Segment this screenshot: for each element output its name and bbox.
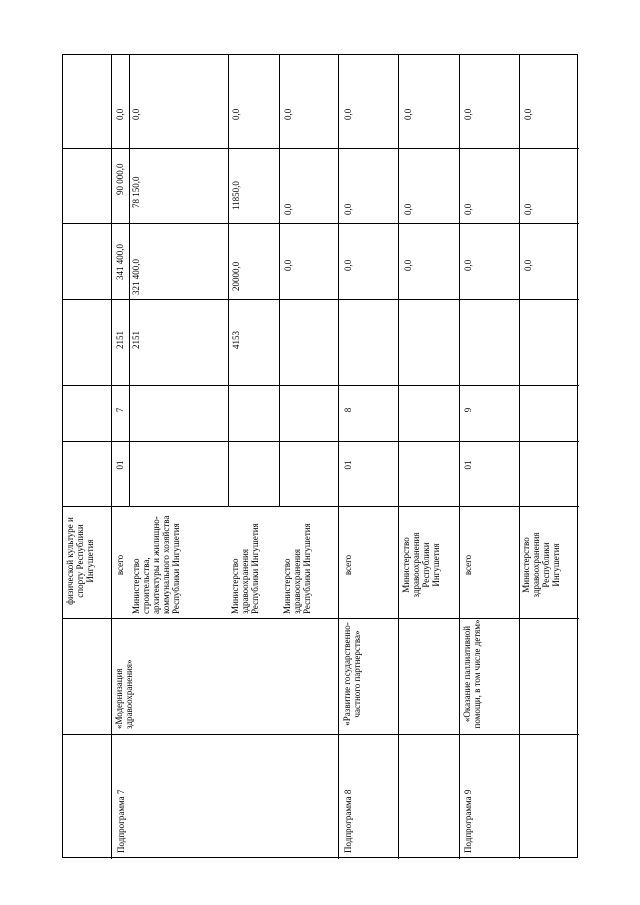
grbs-cell: 01: [343, 460, 353, 470]
grid-line: [129, 55, 130, 506]
value-cell: 0,0: [343, 259, 353, 271]
grid-line: [63, 618, 579, 619]
grbs-cell: 01: [463, 460, 473, 470]
csr-cell: 4153: [231, 331, 241, 349]
value-cell: 0,0: [463, 203, 473, 215]
value-cell: 0,0: [403, 203, 413, 215]
value-cell: 0,0: [523, 108, 533, 120]
value-cell: 0,0: [403, 108, 413, 120]
grid-line: [63, 441, 579, 442]
value-cell: 0,0: [283, 108, 293, 120]
value-cell: 20000,0: [231, 261, 241, 291]
grid-line: [63, 385, 579, 386]
grid-line: [519, 55, 520, 859]
program-label: Подпрограмма 8: [343, 789, 353, 853]
value-cell: 0,0: [403, 259, 413, 271]
value-cell: 0,0: [523, 203, 533, 215]
performer-cell: Министерство строительства, архитектуры и жилищно-коммунального хозяйства Республики Ингушетия: [131, 515, 181, 614]
budget-table: [62, 54, 578, 858]
value-cell: 0,0: [343, 203, 353, 215]
grid-line: [63, 506, 579, 507]
value-cell: 0,0: [115, 108, 125, 120]
program-name: «Модернизация здравоохранения»: [114, 659, 134, 729]
grid-line: [63, 299, 579, 300]
value-cell: 11850,0: [231, 181, 241, 210]
grid-line: [228, 55, 229, 506]
value-cell: 0,0: [463, 259, 473, 271]
performer-cell: физической культуре и спорту Республики Ингушетия: [65, 517, 95, 605]
value-cell: 0,0: [283, 259, 293, 271]
value-cell: 0,0: [231, 108, 241, 120]
rzpr-cell: 7: [115, 407, 125, 413]
grid-line: [459, 55, 460, 859]
value-cell: 321 400,0: [131, 259, 141, 295]
csr-cell: 2151: [131, 331, 141, 349]
performer-cell: всего: [115, 554, 125, 576]
grid-line: [63, 223, 579, 224]
program-label: Подпрограмма 7: [116, 789, 126, 853]
value-cell: 341 400,0: [115, 244, 125, 280]
grid-line: [398, 55, 399, 859]
grid-line: [63, 734, 579, 735]
performer-cell: всего: [343, 554, 353, 576]
performer-cell: Министерство здравоохранения Республики Ингушетия: [282, 523, 312, 614]
program-name: «Развитие государственно-частного партнерства»: [342, 622, 362, 726]
csr-cell: 2151: [115, 331, 125, 349]
value-cell: 90 000,0: [115, 163, 125, 195]
program-name: «Оказание паллиативной помощи, в том числе детям»: [462, 619, 482, 729]
rzpr-cell: 9: [463, 407, 473, 413]
value-cell: 0,0: [131, 108, 141, 120]
grid-line: [279, 55, 280, 506]
performer-cell: Министерство здравоохранения Республики Ингушетия: [230, 523, 260, 614]
value-cell: 0,0: [283, 203, 293, 215]
performer-cell: всего: [463, 554, 473, 576]
grid-line: [63, 148, 579, 149]
performer-cell: Министерство здравоохранения Республики Ингушетия: [401, 532, 441, 598]
program-label: Подпрограмма 9: [463, 789, 473, 853]
performer-cell: Министерство здравоохранения Республики Ингушетия: [521, 532, 561, 598]
value-cell: 0,0: [343, 108, 353, 120]
rzpr-cell: 8: [343, 407, 353, 413]
grbs-cell: 01: [115, 460, 125, 470]
value-cell: 0,0: [523, 259, 533, 271]
grid-line: [338, 55, 339, 859]
grid-line: [111, 55, 112, 859]
value-cell: 78 150,0: [131, 176, 141, 208]
value-cell: 0,0: [463, 108, 473, 120]
